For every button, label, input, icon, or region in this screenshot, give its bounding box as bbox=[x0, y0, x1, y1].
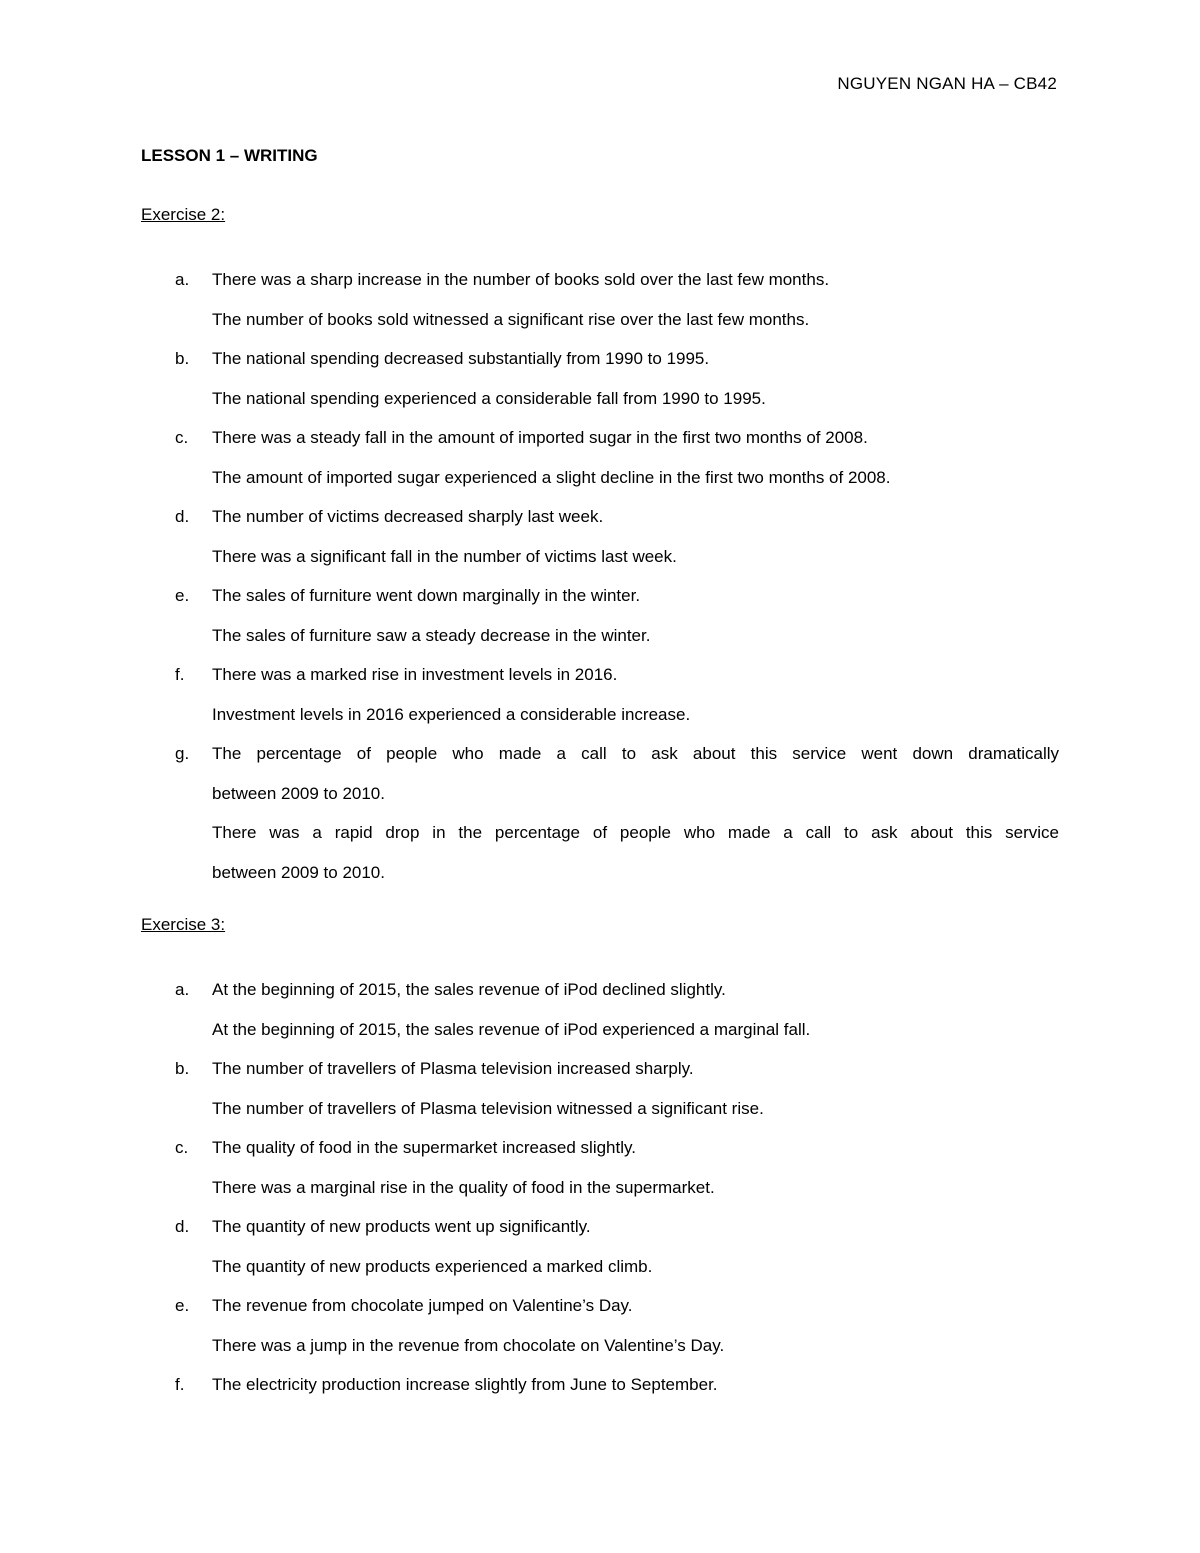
answer-line: between 2009 to 2010. bbox=[212, 783, 385, 803]
answer-line: between 2009 to 2010. bbox=[212, 862, 385, 882]
answer-line: There was a rapid drop in the percentage of people who made a call to ask about this service bbox=[212, 823, 1059, 842]
exercise-2-section bbox=[141, 205, 1059, 892]
answer-line: The quality of food in the supermarket increased slightly. bbox=[212, 1138, 636, 1157]
list-item bbox=[141, 1365, 1059, 1405]
answer-line: The quantity of new products experienced a marked climb. bbox=[212, 1256, 653, 1276]
list-item bbox=[141, 497, 1059, 576]
list-item bbox=[141, 339, 1059, 418]
answer-line: The revenue from chocolate jumped on Valentine’s Day. bbox=[212, 1296, 633, 1315]
list-item bbox=[141, 970, 1059, 1049]
answer-line: The sales of furniture saw a steady decrease in the winter. bbox=[212, 625, 651, 645]
answer-line: The national spending experienced a considerable fall from 1990 to 1995. bbox=[212, 388, 766, 408]
answer-line: At the beginning of 2015, the sales revenue of iPod declined slightly. bbox=[212, 980, 726, 999]
exercise-2-list bbox=[141, 260, 1059, 892]
list-item bbox=[141, 1207, 1059, 1286]
lesson-title: LESSON 1 – WRITING bbox=[141, 146, 318, 165]
list-item bbox=[141, 260, 1059, 339]
item-marker: c. bbox=[175, 1138, 189, 1157]
answer-line: There was a marked rise in investment levels in 2016. bbox=[212, 665, 618, 684]
list-item bbox=[141, 1128, 1059, 1207]
answer-line: Investment levels in 2016 experienced a considerable increase. bbox=[212, 704, 691, 724]
item-marker: f. bbox=[175, 665, 185, 684]
author-header: NGUYEN NGAN HA – CB42 bbox=[837, 74, 1057, 93]
item-marker: e. bbox=[175, 586, 190, 605]
list-item bbox=[141, 576, 1059, 655]
list-item bbox=[141, 418, 1059, 497]
list-item bbox=[141, 1049, 1059, 1128]
item-marker: f. bbox=[175, 1375, 185, 1394]
list-item bbox=[141, 1286, 1059, 1365]
answer-line: The amount of imported sugar experienced a slight decline in the first two months of 2008. bbox=[212, 467, 891, 487]
item-marker: d. bbox=[175, 1217, 190, 1236]
exercise-heading: Exercise 2: bbox=[141, 205, 226, 224]
item-marker: b. bbox=[175, 1059, 190, 1078]
item-marker: c. bbox=[175, 428, 189, 447]
answer-line: There was a jump in the revenue from chocolate on Valentine’s Day. bbox=[212, 1335, 725, 1355]
answer-line: There was a steady fall in the amount of imported sugar in the first two months of 2008. bbox=[212, 428, 868, 447]
answer-line: The number of victims decreased sharply last week. bbox=[212, 507, 604, 526]
answer-line: The number of travellers of Plasma television witnessed a significant rise. bbox=[212, 1098, 764, 1118]
answer-line: The number of books sold witnessed a significant rise over the last few months. bbox=[212, 309, 810, 329]
answer-line: The electricity production increase slightly from June to September. bbox=[212, 1375, 718, 1394]
item-marker: a. bbox=[175, 270, 190, 289]
answer-line: The number of travellers of Plasma television increased sharply. bbox=[212, 1059, 694, 1078]
item-marker: b. bbox=[175, 349, 190, 368]
list-item bbox=[141, 734, 1059, 892]
answer-line: There was a marginal rise in the quality of food in the supermarket. bbox=[212, 1177, 715, 1197]
answer-line: The quantity of new products went up significantly. bbox=[212, 1217, 591, 1236]
answer-line: There was a sharp increase in the number of books sold over the last few months. bbox=[212, 270, 830, 289]
answer-line: The national spending decreased substantially from 1990 to 1995. bbox=[212, 349, 710, 368]
item-marker: a. bbox=[175, 980, 190, 999]
item-marker: g. bbox=[175, 744, 190, 763]
item-marker: d. bbox=[175, 507, 190, 526]
item-marker: e. bbox=[175, 1296, 190, 1315]
answer-line: The sales of furniture went down marginally in the winter. bbox=[212, 586, 641, 605]
exercise-3-list bbox=[141, 970, 1059, 1405]
exercise-3-section bbox=[141, 915, 1059, 1405]
answer-line: There was a significant fall in the number of victims last week. bbox=[212, 546, 677, 566]
list-item bbox=[141, 655, 1059, 734]
answer-line: The percentage of people who made a call to ask about this service went down dramatically bbox=[212, 744, 1059, 763]
exercise-heading: Exercise 3: bbox=[141, 915, 226, 934]
answer-line: At the beginning of 2015, the sales revenue of iPod experienced a marginal fall. bbox=[212, 1019, 811, 1039]
